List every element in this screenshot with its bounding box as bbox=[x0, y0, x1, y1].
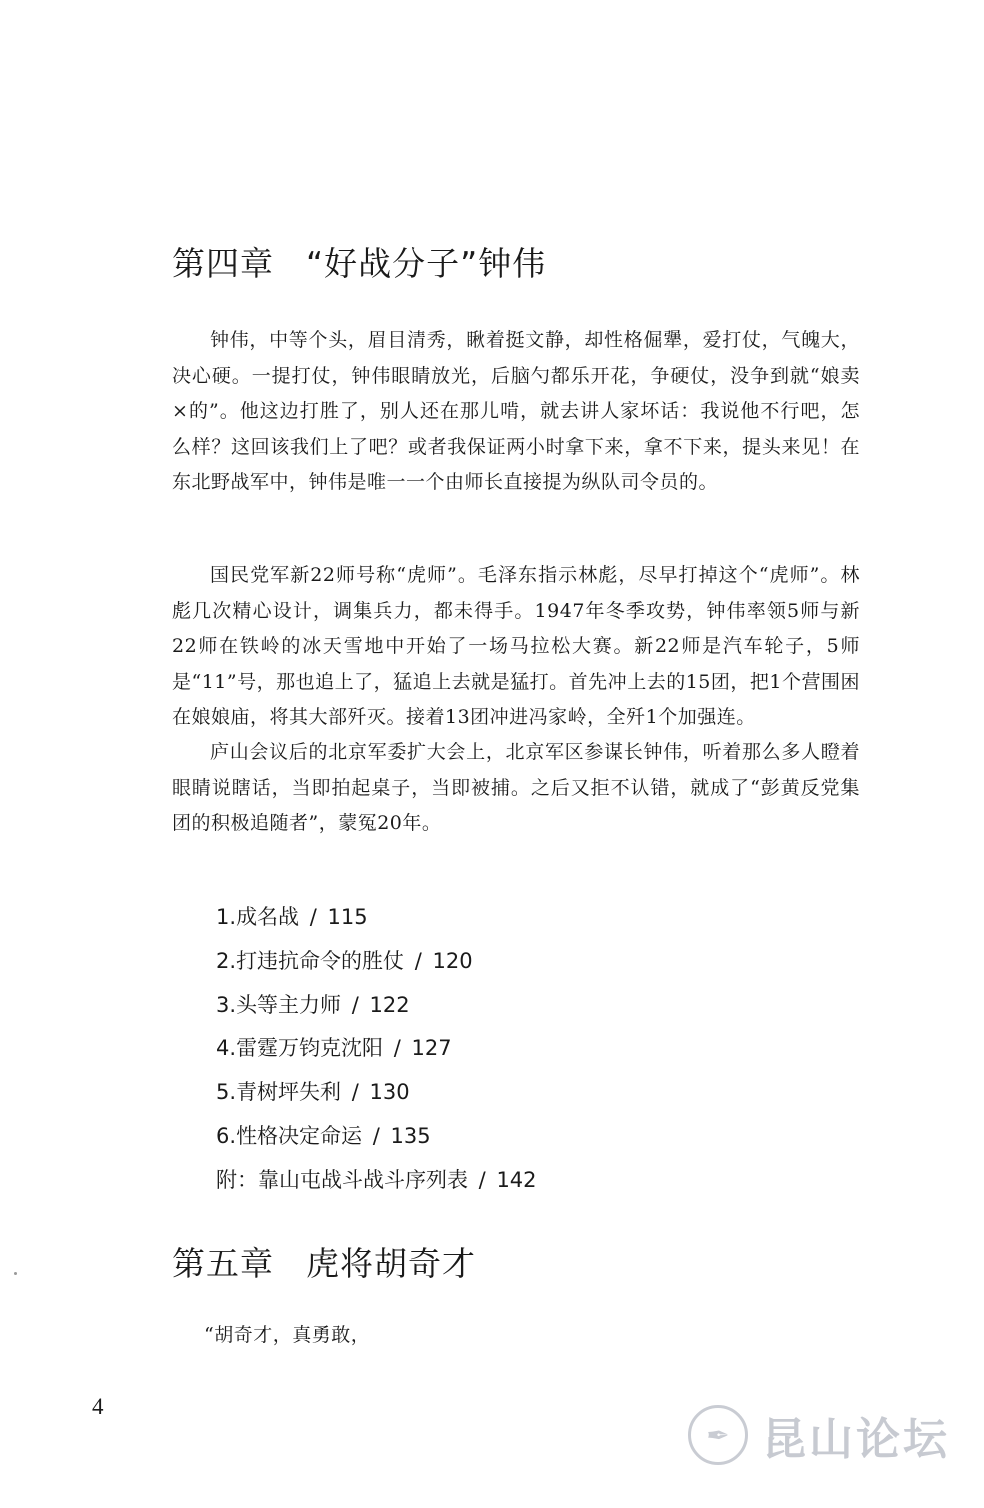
toc-item-number: 5 bbox=[216, 1080, 230, 1105]
toc-item-number: 2 bbox=[216, 948, 230, 973]
watermark-seal-icon: ✒ bbox=[688, 1405, 748, 1465]
toc-item[interactable]: 3.头等主力师 / 122 bbox=[216, 992, 410, 1017]
chapter-4-heading bbox=[172, 238, 546, 285]
chapter-4-paragraph-3: 庐山会议后的北京军委扩大会上，北京军区参谋长钟伟，听着那么多人瞪着眼睛说瞎话，当即拍起桌子，当即被捕。之后又拒不认错，就成了“彭黄反党集团的积极追随者”，蒙冤20年。 bbox=[172, 741, 860, 834]
chapter-5-heading bbox=[172, 1238, 476, 1285]
toc-item-title: 头等主力师 bbox=[236, 992, 342, 1017]
toc-item-appendix[interactable]: 附：靠山屯战斗战斗序列表 / 142 bbox=[216, 1167, 537, 1192]
toc-item-number: 3 bbox=[216, 992, 230, 1017]
chapter-5-label: 第五章 bbox=[172, 1244, 274, 1283]
toc-item[interactable]: 2.打违抗命令的胜仗 / 120 bbox=[216, 948, 473, 973]
toc-item-number: 4 bbox=[216, 1036, 230, 1061]
chapter-4-paragraph-1: 钟伟，中等个头，眉目清秀，瞅着挺文静，却性格倔犟，爱打仗，气魄大，决心硬。一提打仗，钟伟眼睛放光，后脑勺都乐开花，争硬仗，没争到就“娘卖×的”。他这边打胜了，别人还在那儿啃，就去讲人家坏话：我说他不行吧，怎么样？这回该我们上了吧？或者我保证两小时拿下来，拿不下来，提头来见！在东北野战军中，钟伟是唯一一个由师长直接提为纵队司令员的。 bbox=[172, 329, 860, 493]
toc-item[interactable]: 6.性格决定命运 / 135 bbox=[216, 1123, 431, 1148]
toc-item-page: 135 bbox=[390, 1123, 431, 1148]
chapter-4-title: “好战分子”钟伟 bbox=[306, 244, 547, 283]
chapter-4-contents bbox=[216, 896, 537, 1203]
toc-item-title: 靠山屯战斗战斗序列表 bbox=[258, 1167, 468, 1192]
watermark bbox=[688, 1400, 978, 1470]
toc-item-number: 6 bbox=[216, 1123, 230, 1148]
chapter-5-quote: “胡奇才，真勇敢， bbox=[204, 1324, 371, 1346]
toc-item-title: 性格决定命运 bbox=[236, 1123, 363, 1148]
toc-item-page: 127 bbox=[411, 1036, 452, 1061]
toc-item-number: 1 bbox=[216, 905, 230, 929]
toc-item[interactable]: 4.雷霆万钧克沈阳 / 127 bbox=[216, 1036, 452, 1061]
watermark-text: 昆山论坛 bbox=[762, 1414, 950, 1465]
toc-item-title: 成名战 bbox=[236, 905, 300, 929]
toc-item-title: 打违抗命令的胜仗 bbox=[236, 948, 405, 973]
page-number: 4 bbox=[92, 1394, 104, 1419]
toc-item-page: 122 bbox=[369, 992, 410, 1017]
toc-item-title: 雷霆万钧克沈阳 bbox=[236, 1036, 384, 1061]
toc-item[interactable]: 1.成名战 / 115 bbox=[216, 905, 368, 929]
toc-item-title: 青树坪失利 bbox=[236, 1080, 342, 1105]
toc-item[interactable]: 5.青树坪失利 / 130 bbox=[216, 1080, 410, 1105]
chapter-4-label: 第四章 bbox=[172, 244, 274, 283]
toc-item-page: 115 bbox=[327, 905, 368, 929]
toc-item-page: 142 bbox=[496, 1167, 537, 1192]
chapter-5-title: 虎将胡奇才 bbox=[306, 1244, 476, 1283]
toc-item-page: 130 bbox=[369, 1080, 410, 1105]
margin-mark bbox=[14, 1272, 17, 1275]
chapter-4-paragraph-2: 国民党军新22师号称“虎师”。毛泽东指示林彪，尽早打掉这个“虎师”。林彪几次精心设计，调集兵力，都未得手。1947年冬季攻势，钟伟率领5师与新22师在铁岭的冰天雪地中开始了一场马拉松大赛。新22师是汽车轮子，5师是“11”号，那也追上了，猛追上去就是猛打。首先冲上去的15团，把1个营围困在娘娘庙，将其大部歼灭。接着13团冲进冯家岭，全歼1个加强连。 bbox=[172, 564, 860, 728]
toc-item-number: 附 bbox=[216, 1167, 237, 1192]
toc-item-page: 120 bbox=[432, 948, 473, 973]
